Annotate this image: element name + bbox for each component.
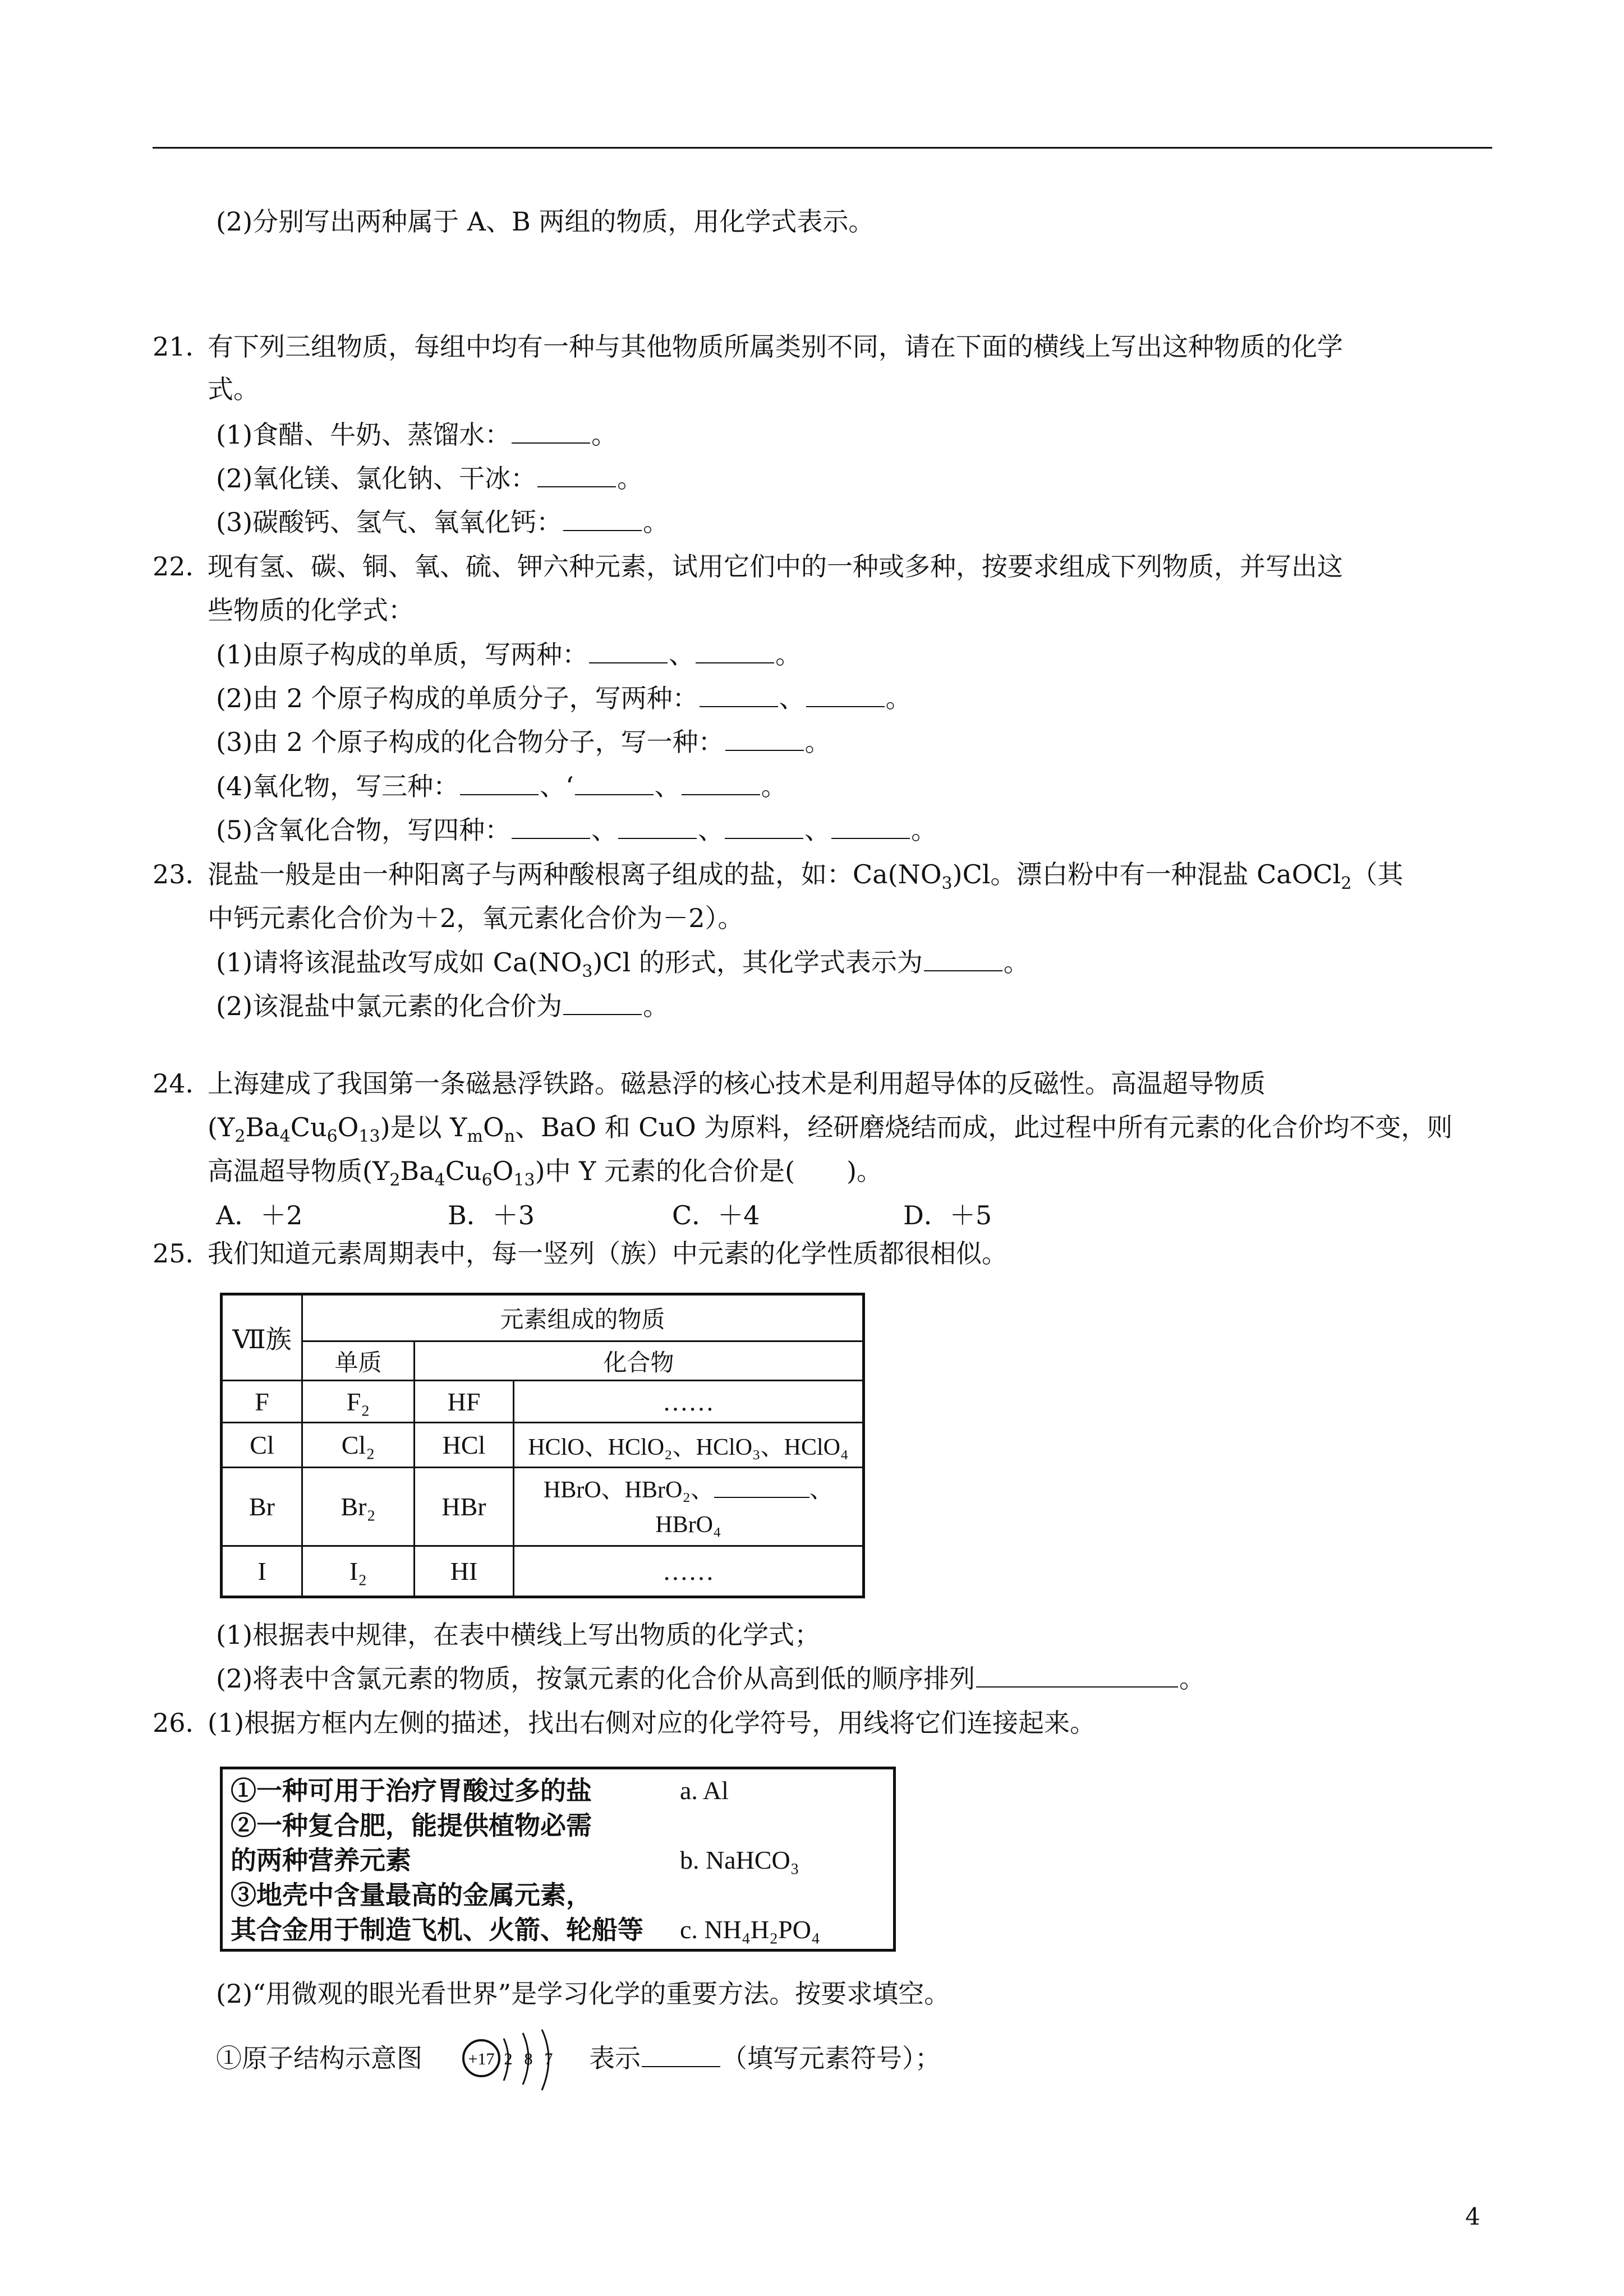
q26-part3-lead: ①原子结构示意图 — [216, 2043, 422, 2073]
group7-table — [220, 1293, 865, 1598]
subscript: 6 — [481, 1170, 493, 1191]
period: 。 — [775, 639, 802, 670]
table-cell-simple: I₂ — [349, 1557, 367, 1585]
q24-text: Ba — [400, 1156, 435, 1186]
q24-option-c[interactable]: C．＋4 — [672, 1200, 760, 1230]
q24-stem-line3 — [208, 1154, 882, 1197]
q26-text: （填写元素符号）； — [721, 2043, 941, 2073]
table-cell-element: Br — [249, 1492, 275, 1521]
match-right-c[interactable]: c. NH₄H₂PO₄ — [680, 1915, 820, 1944]
table-header-simple: 单质 — [334, 1348, 382, 1376]
q20-part2: (2)分别写出两种属于 A、B 两组的物质，用化学式表示。 — [216, 206, 875, 237]
subscript: 2 — [389, 1170, 401, 1191]
answer-blank[interactable] — [460, 772, 539, 795]
q21-part2 — [216, 462, 643, 495]
subscript: 4 — [434, 1170, 445, 1191]
table-header-top: 元素组成的物质 — [500, 1306, 665, 1333]
table-cell-simple: F₂ — [346, 1387, 370, 1416]
table-cell-others: …… — [663, 1387, 714, 1416]
match-right-b[interactable]: b. NaHCO₃ — [680, 1846, 799, 1874]
q25-part2 — [216, 1662, 1205, 1695]
table-cell-others-line2: HBrO₄ — [655, 1512, 721, 1538]
table-cell-others-line1 — [514, 1470, 862, 1505]
q22-part4-text: (4)氧化物，写三种： — [216, 771, 459, 801]
period: 。 — [804, 727, 831, 757]
table-cell-element: F — [255, 1387, 269, 1416]
match-left-3[interactable]: ③地壳中含量最高的金属元素， — [231, 1880, 592, 1910]
subscript: 3 — [582, 962, 593, 982]
answer-blank[interactable] — [512, 815, 590, 839]
subscript: n — [504, 1127, 516, 1147]
q23-part1 — [216, 946, 1029, 989]
q22-number: 22． — [153, 551, 211, 582]
answer-blank[interactable] — [575, 772, 654, 795]
table-cell-simple: Cl₂ — [341, 1431, 375, 1459]
period: 。 — [591, 419, 618, 450]
q24-text: 、BaO 和 CuO 为原料，经研磨烧结而成，此过程中所有元素的化合价均不变，则 — [515, 1112, 1453, 1142]
q24-text: )是以 Y — [380, 1112, 467, 1142]
q25-part2-text: (2)将表中含氯元素的物质，按氯元素的化合价从高到低的顺序排列 — [216, 1663, 976, 1694]
answer-blank[interactable] — [682, 772, 760, 795]
q22-part3 — [216, 725, 831, 759]
answer-blank[interactable] — [924, 948, 1002, 971]
separator: 、‘ — [540, 771, 574, 801]
answer-blank[interactable] — [537, 464, 616, 487]
q23-part2 — [216, 989, 669, 1023]
q22-part5 — [216, 813, 937, 847]
subscript: 2 — [234, 1127, 246, 1147]
q23-stem-text: 混盐一般是由一种阳离子与两种酸根离子组成的盐，如：Ca(NO — [208, 859, 942, 889]
table-cell-others: …… — [663, 1557, 714, 1585]
q24-text: O — [337, 1112, 359, 1142]
q23-stem-text: )Cl。漂白粉中有一种混盐 CaOCl — [952, 859, 1341, 889]
q24-text: (Y — [208, 1112, 235, 1142]
q24-text: Cu — [445, 1156, 482, 1186]
separator: 、 — [779, 683, 805, 713]
q25-stem: 我们知道元素周期表中，每一竖列（族）中元素的化学性质都很相似。 — [208, 1238, 1007, 1269]
q23-number: 23． — [153, 859, 211, 889]
separator: 、 — [591, 815, 618, 845]
match-left-1[interactable]: ①一种可用于治疗胃酸过多的盐 — [231, 1776, 592, 1806]
answer-blank[interactable] — [725, 815, 803, 839]
q24-text: 高温超导物质(Y — [208, 1156, 390, 1186]
q23-stem-line1 — [208, 857, 1403, 901]
q21-part3 — [216, 505, 669, 539]
answer-blank[interactable] — [806, 684, 885, 707]
table-header-compound: 化合物 — [603, 1348, 674, 1376]
answer-blank[interactable] — [725, 727, 804, 751]
period: 。 — [885, 683, 912, 713]
q26-part2: (2)“用微观的眼光看世界”是学习化学的重要方法。按要求填空。 — [216, 1979, 950, 2009]
header-rule — [153, 147, 1492, 149]
q24-option-b[interactable]: B．＋3 — [448, 1200, 535, 1230]
q23-part1-text: )Cl 的形式，其化学式表示为 — [592, 947, 923, 978]
q26-number: 26． — [153, 1708, 211, 1738]
q25-part1: (1)根据表中规律，在表中横线上写出物质的化学式； — [216, 1620, 821, 1650]
table-cell-simple: Br₂ — [341, 1492, 376, 1521]
q21-part2-text: (2)氧化镁、氯化钠、干冰： — [216, 463, 537, 494]
q24-text: O — [492, 1156, 514, 1186]
period: 。 — [761, 771, 787, 801]
q24-text: )中 Y 元素的化合价是( )。 — [535, 1156, 883, 1186]
q25-number: 25． — [153, 1238, 211, 1269]
page-number: 4 — [1465, 2203, 1480, 2230]
answer-blank[interactable] — [589, 640, 668, 663]
answer-blank[interactable] — [563, 992, 642, 1015]
q24-text: O — [482, 1112, 504, 1142]
table-cell-acid: HCl — [442, 1431, 486, 1459]
answer-blank[interactable] — [831, 815, 910, 839]
subscript: 3 — [941, 874, 953, 894]
q21-stem-line2: 式。 — [208, 374, 259, 404]
answer-blank[interactable] — [642, 2044, 720, 2067]
table-cell-text: HBrO、HBrO₂、 — [544, 1477, 714, 1503]
q22-part2-text: (2)由 2 个原子构成的单质分子，写两种： — [216, 683, 698, 713]
match-right-a[interactable]: a. Al — [680, 1776, 729, 1805]
q22-part1-text: (1)由原子构成的单质，写两种： — [216, 639, 588, 670]
answer-blank[interactable] — [700, 684, 778, 707]
q23-stem-text: （其 — [1351, 859, 1404, 889]
subscript: 2 — [1341, 874, 1352, 894]
answer-blank[interactable] — [563, 508, 642, 531]
q21-part1-text: (1)食醋、牛奶、蒸馏水： — [216, 419, 511, 450]
q22-part5-text: (5)含氧化合物，写四种： — [216, 815, 511, 845]
nucleus-charge: +17 — [468, 2050, 495, 2068]
q22-part2 — [216, 681, 912, 715]
period: 。 — [1003, 947, 1029, 978]
atom-structure-diagram — [460, 2027, 572, 2095]
q26-text: 表示 — [589, 2043, 641, 2073]
separator: 、 — [804, 815, 831, 845]
shell-electrons-3: 7 — [544, 2050, 553, 2068]
separator: 、 — [669, 639, 695, 670]
q22-part4 — [216, 769, 787, 803]
answer-blank[interactable] — [714, 1478, 809, 1498]
separator: 、 — [698, 815, 724, 845]
matching-box — [220, 1767, 896, 1952]
subscript: 6 — [326, 1127, 338, 1147]
separator: 、 — [654, 771, 680, 801]
period: 。 — [643, 507, 669, 537]
separator: 、 — [809, 1477, 833, 1503]
q24-stem-line1: 上海建成了我国第一条磁悬浮铁路。磁悬浮的核心技术是利用超导体的反磁性。高温超导物质 — [208, 1068, 1266, 1099]
q21-part3-text: (3)碳酸钙、氢气、氧氧化钙： — [216, 507, 563, 537]
q22-part3-text: (3)由 2 个原子构成的化合物分子，写一种： — [216, 727, 724, 757]
q22-part1 — [216, 638, 801, 671]
shell-electrons-2: 8 — [524, 2050, 533, 2068]
table-header-group: Ⅶ族 — [232, 1325, 292, 1354]
q24-option-a[interactable]: A．＋2 — [216, 1200, 303, 1230]
subscript: 13 — [358, 1127, 380, 1147]
q26-part1: (1)根据方框内左侧的描述，找出右侧对应的化学符号，用线将它们连接起来。 — [208, 1708, 1096, 1738]
q21-part1 — [216, 418, 617, 451]
q26-part3-tail — [589, 2041, 941, 2075]
period: 。 — [617, 463, 643, 494]
table-cell-element: I — [257, 1557, 266, 1585]
table-cell-acid: HF — [447, 1387, 481, 1416]
q23-stem-line2: 中钙元素化合价为＋2，氧元素化合价为－2）。 — [208, 903, 744, 933]
table-cell-others: HClO、HClO₂、HClO₃、HClO₄ — [528, 1434, 849, 1460]
period: 。 — [643, 991, 669, 1021]
period: 。 — [911, 815, 937, 845]
q22-stem-line1: 现有氢、碳、铜、氧、硫、钾六种元素，试用它们中的一种或多种，按要求组成下列物质，并写出这 — [208, 551, 1343, 582]
q22-stem-line2: 些物质的化学式： — [208, 595, 414, 625]
q24-option-d[interactable]: D．＋5 — [903, 1200, 992, 1230]
q24-text: Ba — [245, 1112, 280, 1142]
match-left-3-cont: 其合金用于制造飞机、火箭、轮船等 — [231, 1915, 643, 1945]
answer-blank[interactable] — [976, 1664, 1178, 1688]
table-cell-acid: HBr — [441, 1492, 486, 1521]
shell-electrons-1: 2 — [504, 2050, 513, 2068]
subscript: 13 — [513, 1170, 535, 1191]
match-left-2-cont: 的两种营养元素 — [231, 1845, 411, 1875]
match-left-2[interactable]: ②一种复合肥，能提供植物必需 — [231, 1810, 592, 1841]
q23-part1-text: (1)请将该混盐改写成如 Ca(NO — [216, 947, 582, 978]
q24-number: 24． — [153, 1068, 211, 1099]
q21-number: 21． — [153, 331, 211, 362]
table-cell-acid: HI — [450, 1557, 478, 1585]
q24-stem-line2 — [208, 1110, 1452, 1154]
q24-text: Cu — [290, 1112, 327, 1142]
subscript: m — [467, 1127, 483, 1147]
subscript: 4 — [279, 1127, 291, 1147]
q23-part2-text: (2)该混盐中氯元素的化合价为 — [216, 991, 563, 1021]
period: 。 — [1179, 1663, 1206, 1694]
answer-blank[interactable] — [512, 420, 590, 444]
answer-blank[interactable] — [618, 815, 697, 839]
answer-blank[interactable] — [696, 640, 774, 663]
q21-stem-line1: 有下列三组物质，每组中均有一种与其他物质所属类别不同，请在下面的横线上写出这种物质的化学 — [208, 331, 1343, 362]
table-cell-element: Cl — [250, 1431, 274, 1459]
